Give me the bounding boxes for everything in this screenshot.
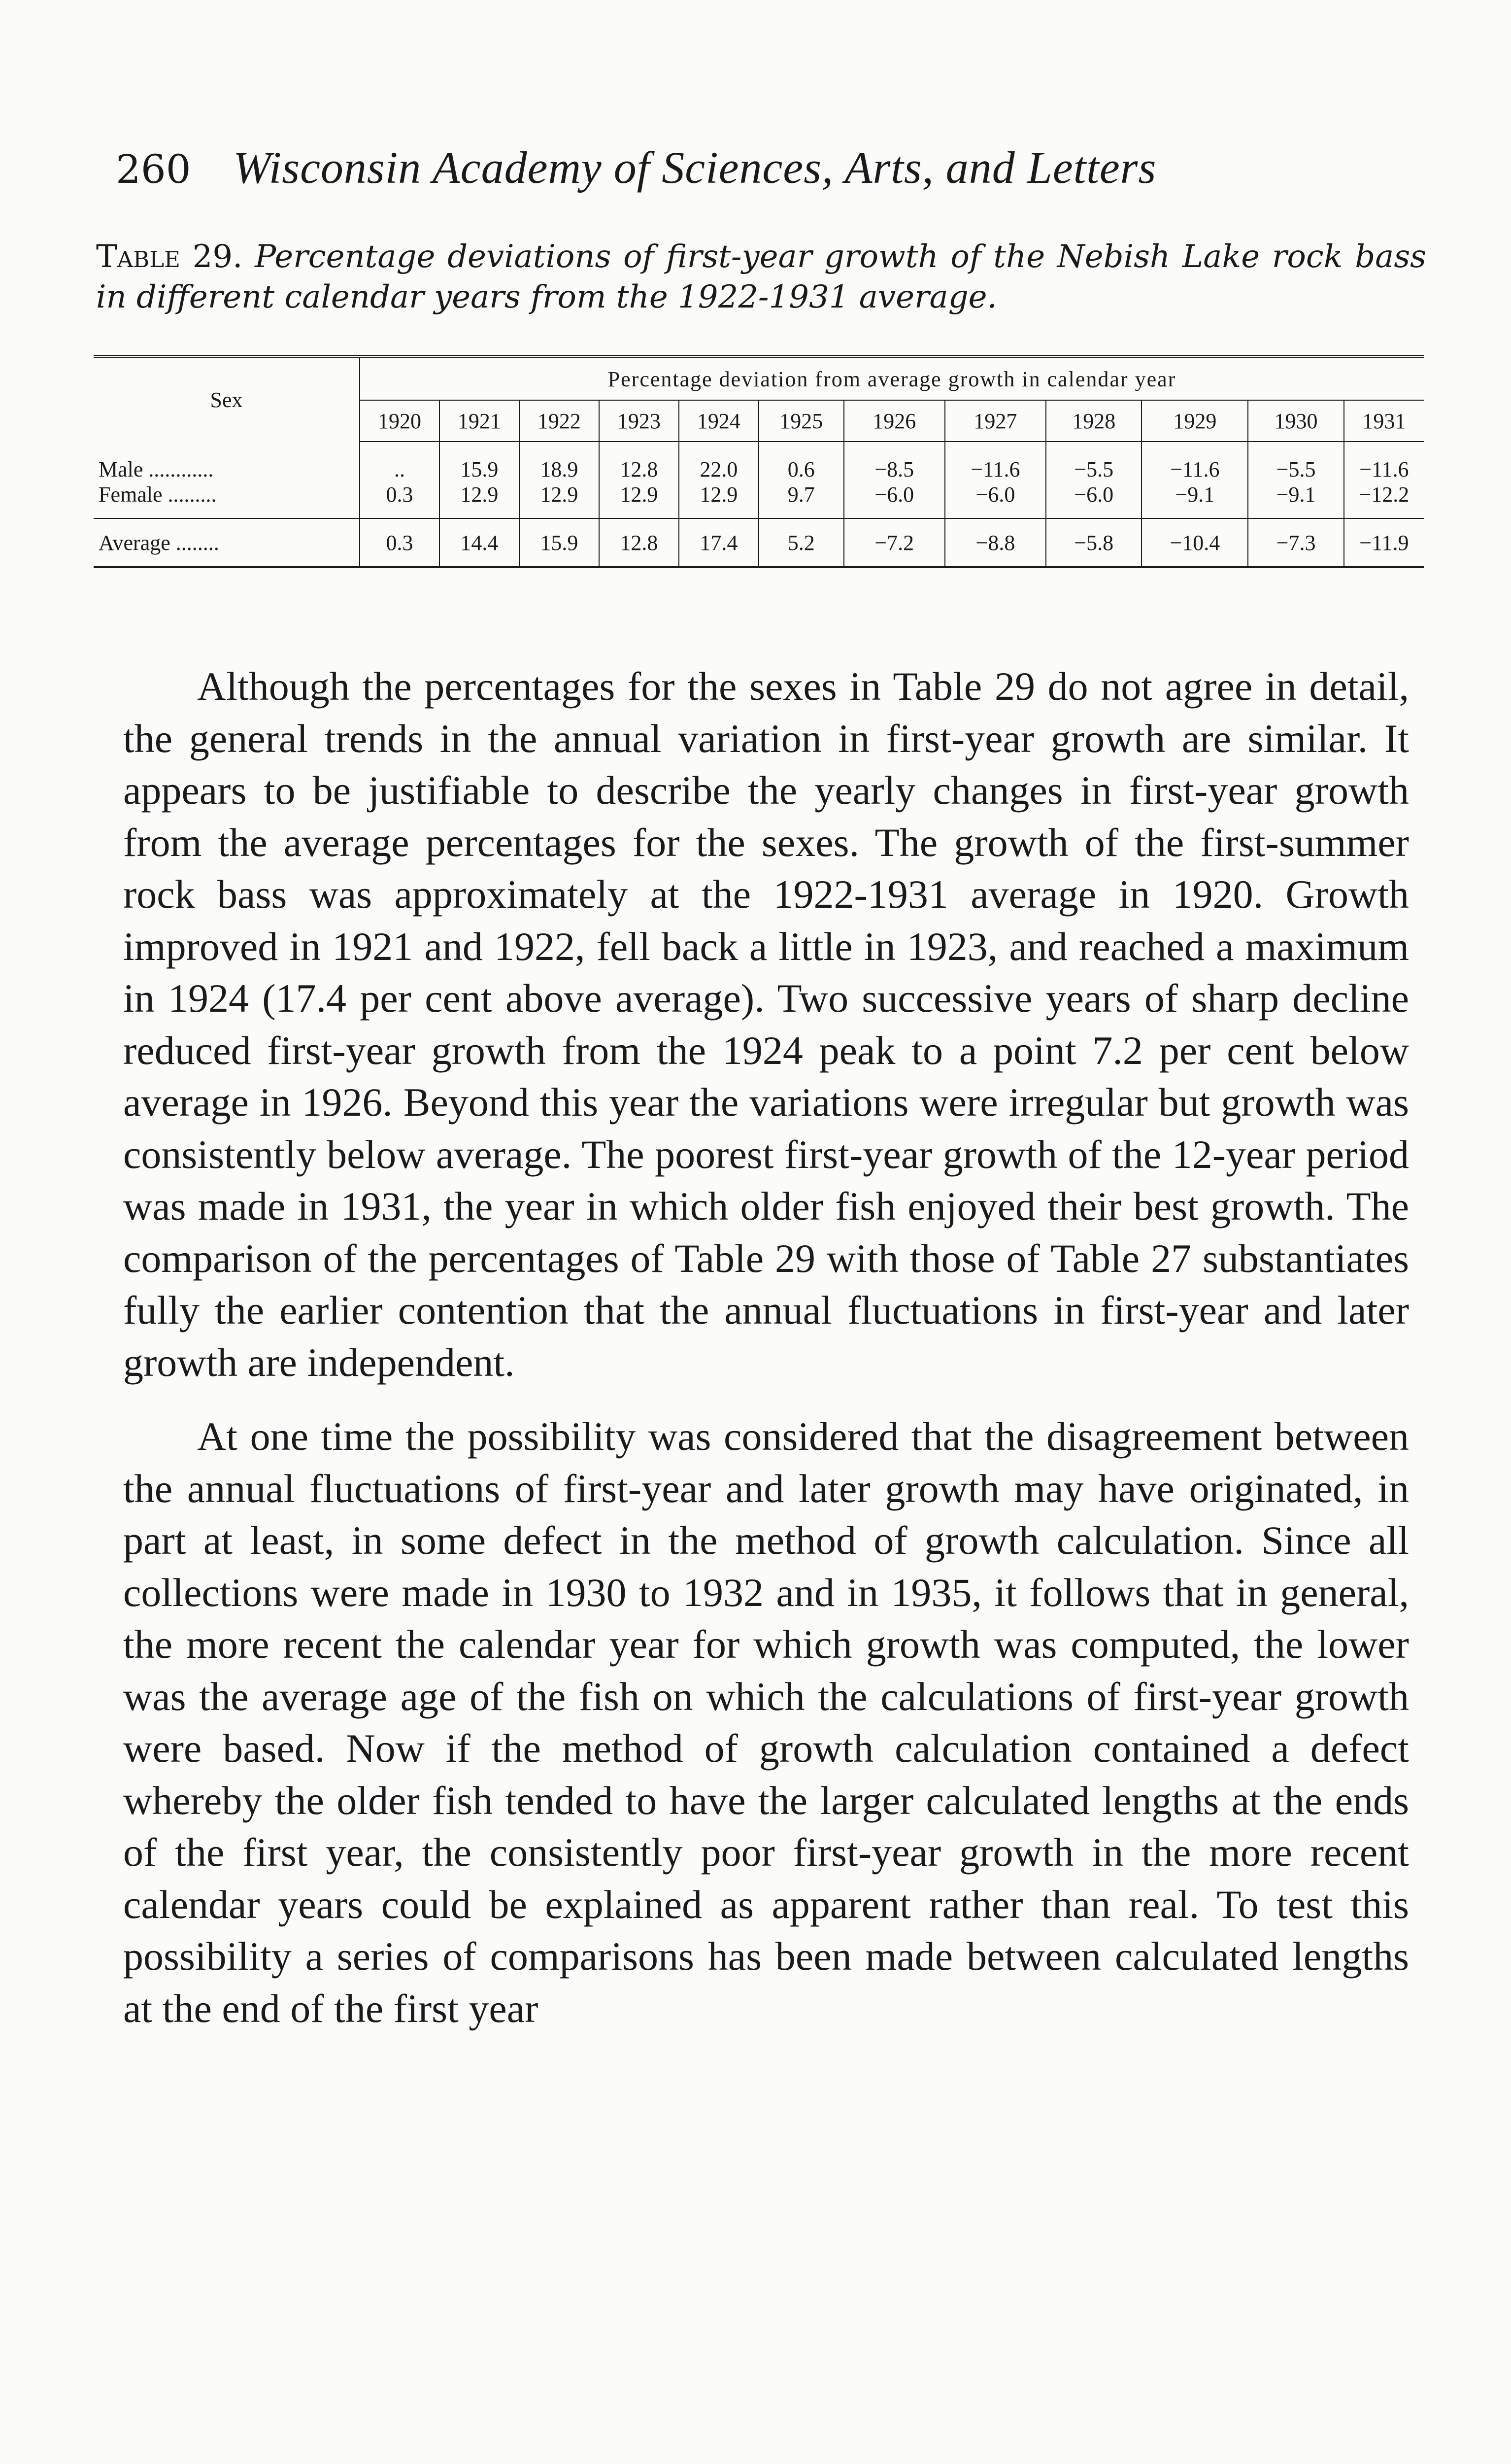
data-table	[94, 355, 1424, 568]
table-row-female	[94, 482, 1424, 518]
paragraph: Although the percentages for the sexes in Table 29 do not agree in detail, the general trends in the annual variation in first-year growth are similar. It appears to be justifiable to describe the yearly changes in first-year growth from the average percentages for the sexes. The growth of the first-summer rock bass was approximately at the 1922-1931 average in 1920. Growth improved in 1921 and 1922, fell back a little in 1923, and reached a maximum in 1924 (17.4 per cent above average). Two successive years of sharp decline reduced first-year growth from the 1924 peak to a point 7.2 per cent below average in 1926. Beyond this year the variations were irregular but growth was consistently below average. The poorest first-year growth of the 12-year period was made in 1931, the year in which older fish enjoyed their best growth. The comparison of the percentages of Table 29 with those of Table 27 substantiates fully the earlier contention that the annual fluctuations in first-year and later growth are independent.	[123, 664, 1409, 1385]
year-header: 1931	[1344, 400, 1424, 442]
row-label-average: Average ........	[94, 518, 360, 567]
journal-title: Wisconsin Academy of Sciences, Arts, and Letters	[233, 142, 1157, 193]
year-header: 1928	[1046, 400, 1142, 442]
table-cell: 0.6	[759, 442, 844, 482]
table-cell: 12.9	[599, 482, 679, 518]
table-cell: −5.5	[1046, 442, 1142, 482]
year-header: 1920	[360, 400, 439, 442]
year-header: 1924	[679, 400, 759, 442]
page-number: 260	[116, 146, 191, 192]
year-header: 1925	[759, 400, 844, 442]
table-cell: 12.9	[439, 482, 519, 518]
table-caption	[96, 237, 1426, 317]
table-cell: −11.6	[1142, 442, 1248, 482]
table-cell: 12.9	[679, 482, 759, 518]
table-cell: −6.0	[945, 482, 1046, 518]
year-header: 1929	[1142, 400, 1248, 442]
table-cell: 5.2	[759, 518, 844, 567]
table-container	[94, 355, 1424, 568]
year-header: 1926	[844, 400, 945, 442]
table-cell: 9.7	[759, 482, 844, 518]
table-cell: −12.2	[1359, 482, 1410, 507]
table-cell: −9.1	[1248, 482, 1343, 518]
sex-column-header: Sex	[94, 357, 360, 442]
table-cell: 15.9	[439, 442, 519, 482]
year-header: 1921	[439, 400, 519, 442]
table-cell: −7.2	[844, 518, 945, 567]
paragraph: At one time the possibility was considered that the disagreement between the annual fluctuations of first-year and later growth may have originated, in part at least, in some defect in the method of growth calculation. Since all collections were made in 1930 to 1932 and in 1935, it follows that in general, the more recent the calendar year for which growth was computed, the lower was the average age of the fish on which the calculations of first-year growth were based. Now if the method of growth calculation contained a defect whereby the older fish tended to have the larger calculated lengths at the ends of the first year, the consistently poor first-year growth in the more recent calendar years could be explained as apparent rather than real. To test this possibility a series of comparisons has been made between calculated lengths at the end of the first year	[123, 1414, 1409, 2031]
table-cell: 0.3	[360, 482, 439, 518]
running-header	[116, 140, 1421, 197]
table-row-average	[94, 518, 1424, 567]
year-header: 1923	[599, 400, 679, 442]
table-cell: 17.4	[679, 518, 759, 567]
table-cell: ..	[360, 442, 439, 482]
table-cell: 18.9	[519, 442, 599, 482]
table-cell: −6.0	[1046, 482, 1142, 518]
table-cell: 22.0	[679, 442, 759, 482]
table-cell: −11.9	[1344, 518, 1424, 567]
table-cell: 0.3	[360, 518, 439, 567]
table-caption-text: Percentage deviations of first-year growth of the Nebish Lake rock bass in different calendar years from the 1922-1931 average.	[96, 239, 1427, 315]
row-label-male: Male ............	[94, 442, 360, 482]
table-cell: −8.5	[844, 442, 945, 482]
table-cell: 12.8	[599, 442, 679, 482]
table-cell: −9.1	[1142, 482, 1248, 518]
row-label-female: Female .........	[94, 482, 360, 518]
table-cell: −11.6	[945, 442, 1046, 482]
table-cell: 15.9	[519, 518, 599, 567]
calendar-year-span-header: Percentage deviation from average growth in calendar year	[360, 357, 1424, 401]
table-cell: −11.6	[1359, 457, 1409, 481]
table-cell: −5.8	[1046, 518, 1142, 567]
year-header: 1927	[945, 400, 1046, 442]
table-cell: −7.3	[1248, 518, 1343, 567]
table-cell: 12.8	[599, 518, 679, 567]
table-cell: −5.5	[1248, 442, 1343, 482]
table-label: Table 29.	[96, 239, 243, 275]
table-cell: −8.8	[945, 518, 1046, 567]
table-row-male	[94, 442, 1424, 482]
table-cell: 12.9	[519, 482, 599, 518]
table-cell: 14.4	[439, 518, 519, 567]
table-cell: −6.0	[844, 482, 945, 518]
year-header: 1930	[1248, 400, 1343, 442]
year-header: 1922	[519, 400, 599, 442]
table-cell: −10.4	[1142, 518, 1248, 567]
body-text	[123, 660, 1409, 2034]
